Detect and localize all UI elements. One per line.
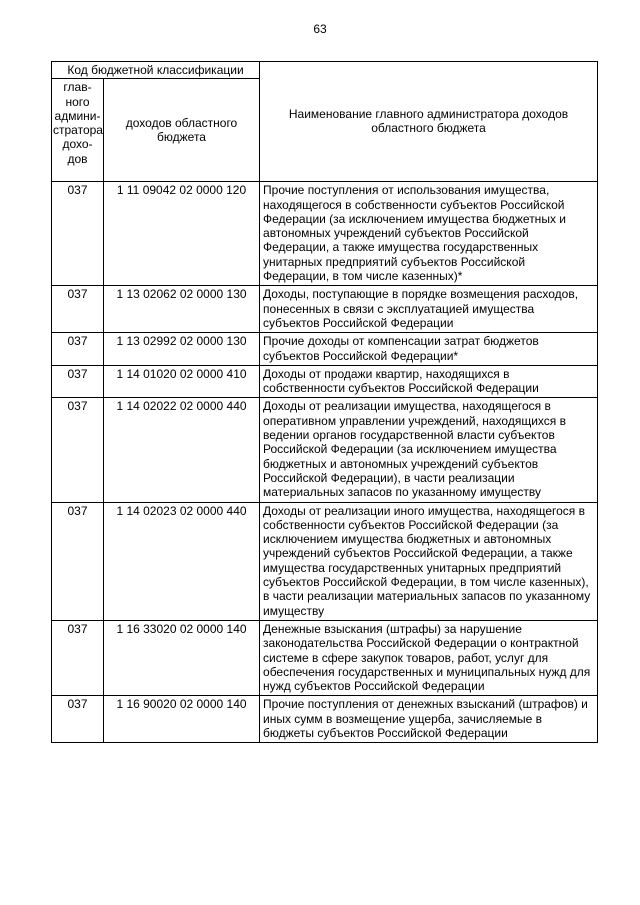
income-name-cell: Денежные взыскания (штрафы) за нарушение законодательства Российской Федерации о контрактной системе в сфере закупок товаров, работ, услуг для обеспечения государственных и муниципальных нужд для нужд субъектов Российской Федерации xyxy=(260,620,598,695)
budget-code-cell: 1 14 01020 02 0000 410 xyxy=(104,365,260,398)
header-administrator-name: Наименование главного администратора доходов областного бюджета xyxy=(260,62,598,182)
admin-code-cell: 037 xyxy=(52,398,104,502)
admin-code-cell: 037 xyxy=(52,365,104,398)
admin-code-cell: 037 xyxy=(52,182,104,286)
income-name-cell: Доходы от продажи квартир, находящихся в собственности субъектов Российской Федерации xyxy=(260,365,598,398)
budget-code-cell: 1 14 02023 02 0000 440 xyxy=(104,502,260,620)
budget-code-cell: 1 14 02022 02 0000 440 xyxy=(104,398,260,502)
table-row xyxy=(52,502,598,620)
table-row xyxy=(52,696,598,743)
header-budget-classification-code: Код бюджетной классификации xyxy=(52,62,260,79)
income-name-cell: Прочие доходы от компенсации затрат бюджетов субъектов Российской Федерации* xyxy=(260,333,598,366)
header-regional-budget-income: доходов областного бюджета xyxy=(104,79,260,182)
page-number: 63 xyxy=(313,22,327,36)
income-name-cell: Доходы от реализации имущества, находящегося в оперативном управлении учреждений, находящихся в ведении органов государственной власти субъектов Российской Федерации (за исключением имущества бюджетных и автономных учреждений субъектов Российской Федерации), в части реализации материальных запасов по указанному имуществу xyxy=(260,398,598,502)
budget-code-cell: 1 16 33020 02 0000 140 xyxy=(104,620,260,695)
admin-code-cell: 037 xyxy=(52,502,104,620)
income-name-cell: Доходы, поступающие в порядке возмещения расходов, понесенных в связи с эксплуатацией имущества субъектов Российской Федерации xyxy=(260,286,598,333)
table-row xyxy=(52,286,598,333)
admin-code-cell: 037 xyxy=(52,620,104,695)
table-row xyxy=(52,365,598,398)
admin-code-cell: 037 xyxy=(52,696,104,743)
table-body xyxy=(52,182,598,743)
budget-code-cell: 1 13 02992 02 0000 130 xyxy=(104,333,260,366)
budget-code-cell: 1 11 09042 02 0000 120 xyxy=(104,182,260,286)
admin-code-cell: 037 xyxy=(52,333,104,366)
header-main-administrator: глав-ного админи-стратора дохо-дов xyxy=(52,79,104,182)
income-name-cell: Прочие поступления от использования имущества, находящегося в собственности субъектов Российской Федерации (за исключением имущества бюджетных и автономных учреждений субъектов Российской Федерации, а также имущества государственных унитарных предприятий субъектов Российской Федерации, в том числе казенных)* xyxy=(260,182,598,286)
table-row xyxy=(52,333,598,366)
table-row xyxy=(52,182,598,286)
income-name-cell: Доходы от реализации иного имущества, находящегося в собственности субъектов Российской Федерации (за исключением имущества бюджетных и автономных учреждений субъектов Российской Федерации, а также имущества государственных унитарных предприятий субъектов Российской Федерации, в том числе казенных), в части реализации материальных запасов по указанному имуществу xyxy=(260,502,598,620)
budget-code-cell: 1 13 02062 02 0000 130 xyxy=(104,286,260,333)
table-row xyxy=(52,620,598,695)
table-row xyxy=(52,398,598,502)
admin-code-cell: 037 xyxy=(52,286,104,333)
income-name-cell: Прочие поступления от денежных взысканий (штрафов) и иных сумм в возмещение ущерба, зачисляемые в бюджеты субъектов Российской Федерации xyxy=(260,696,598,743)
budget-code-cell: 1 16 90020 02 0000 140 xyxy=(104,696,260,743)
budget-classification-table xyxy=(51,61,598,743)
table-header-row xyxy=(52,62,598,79)
